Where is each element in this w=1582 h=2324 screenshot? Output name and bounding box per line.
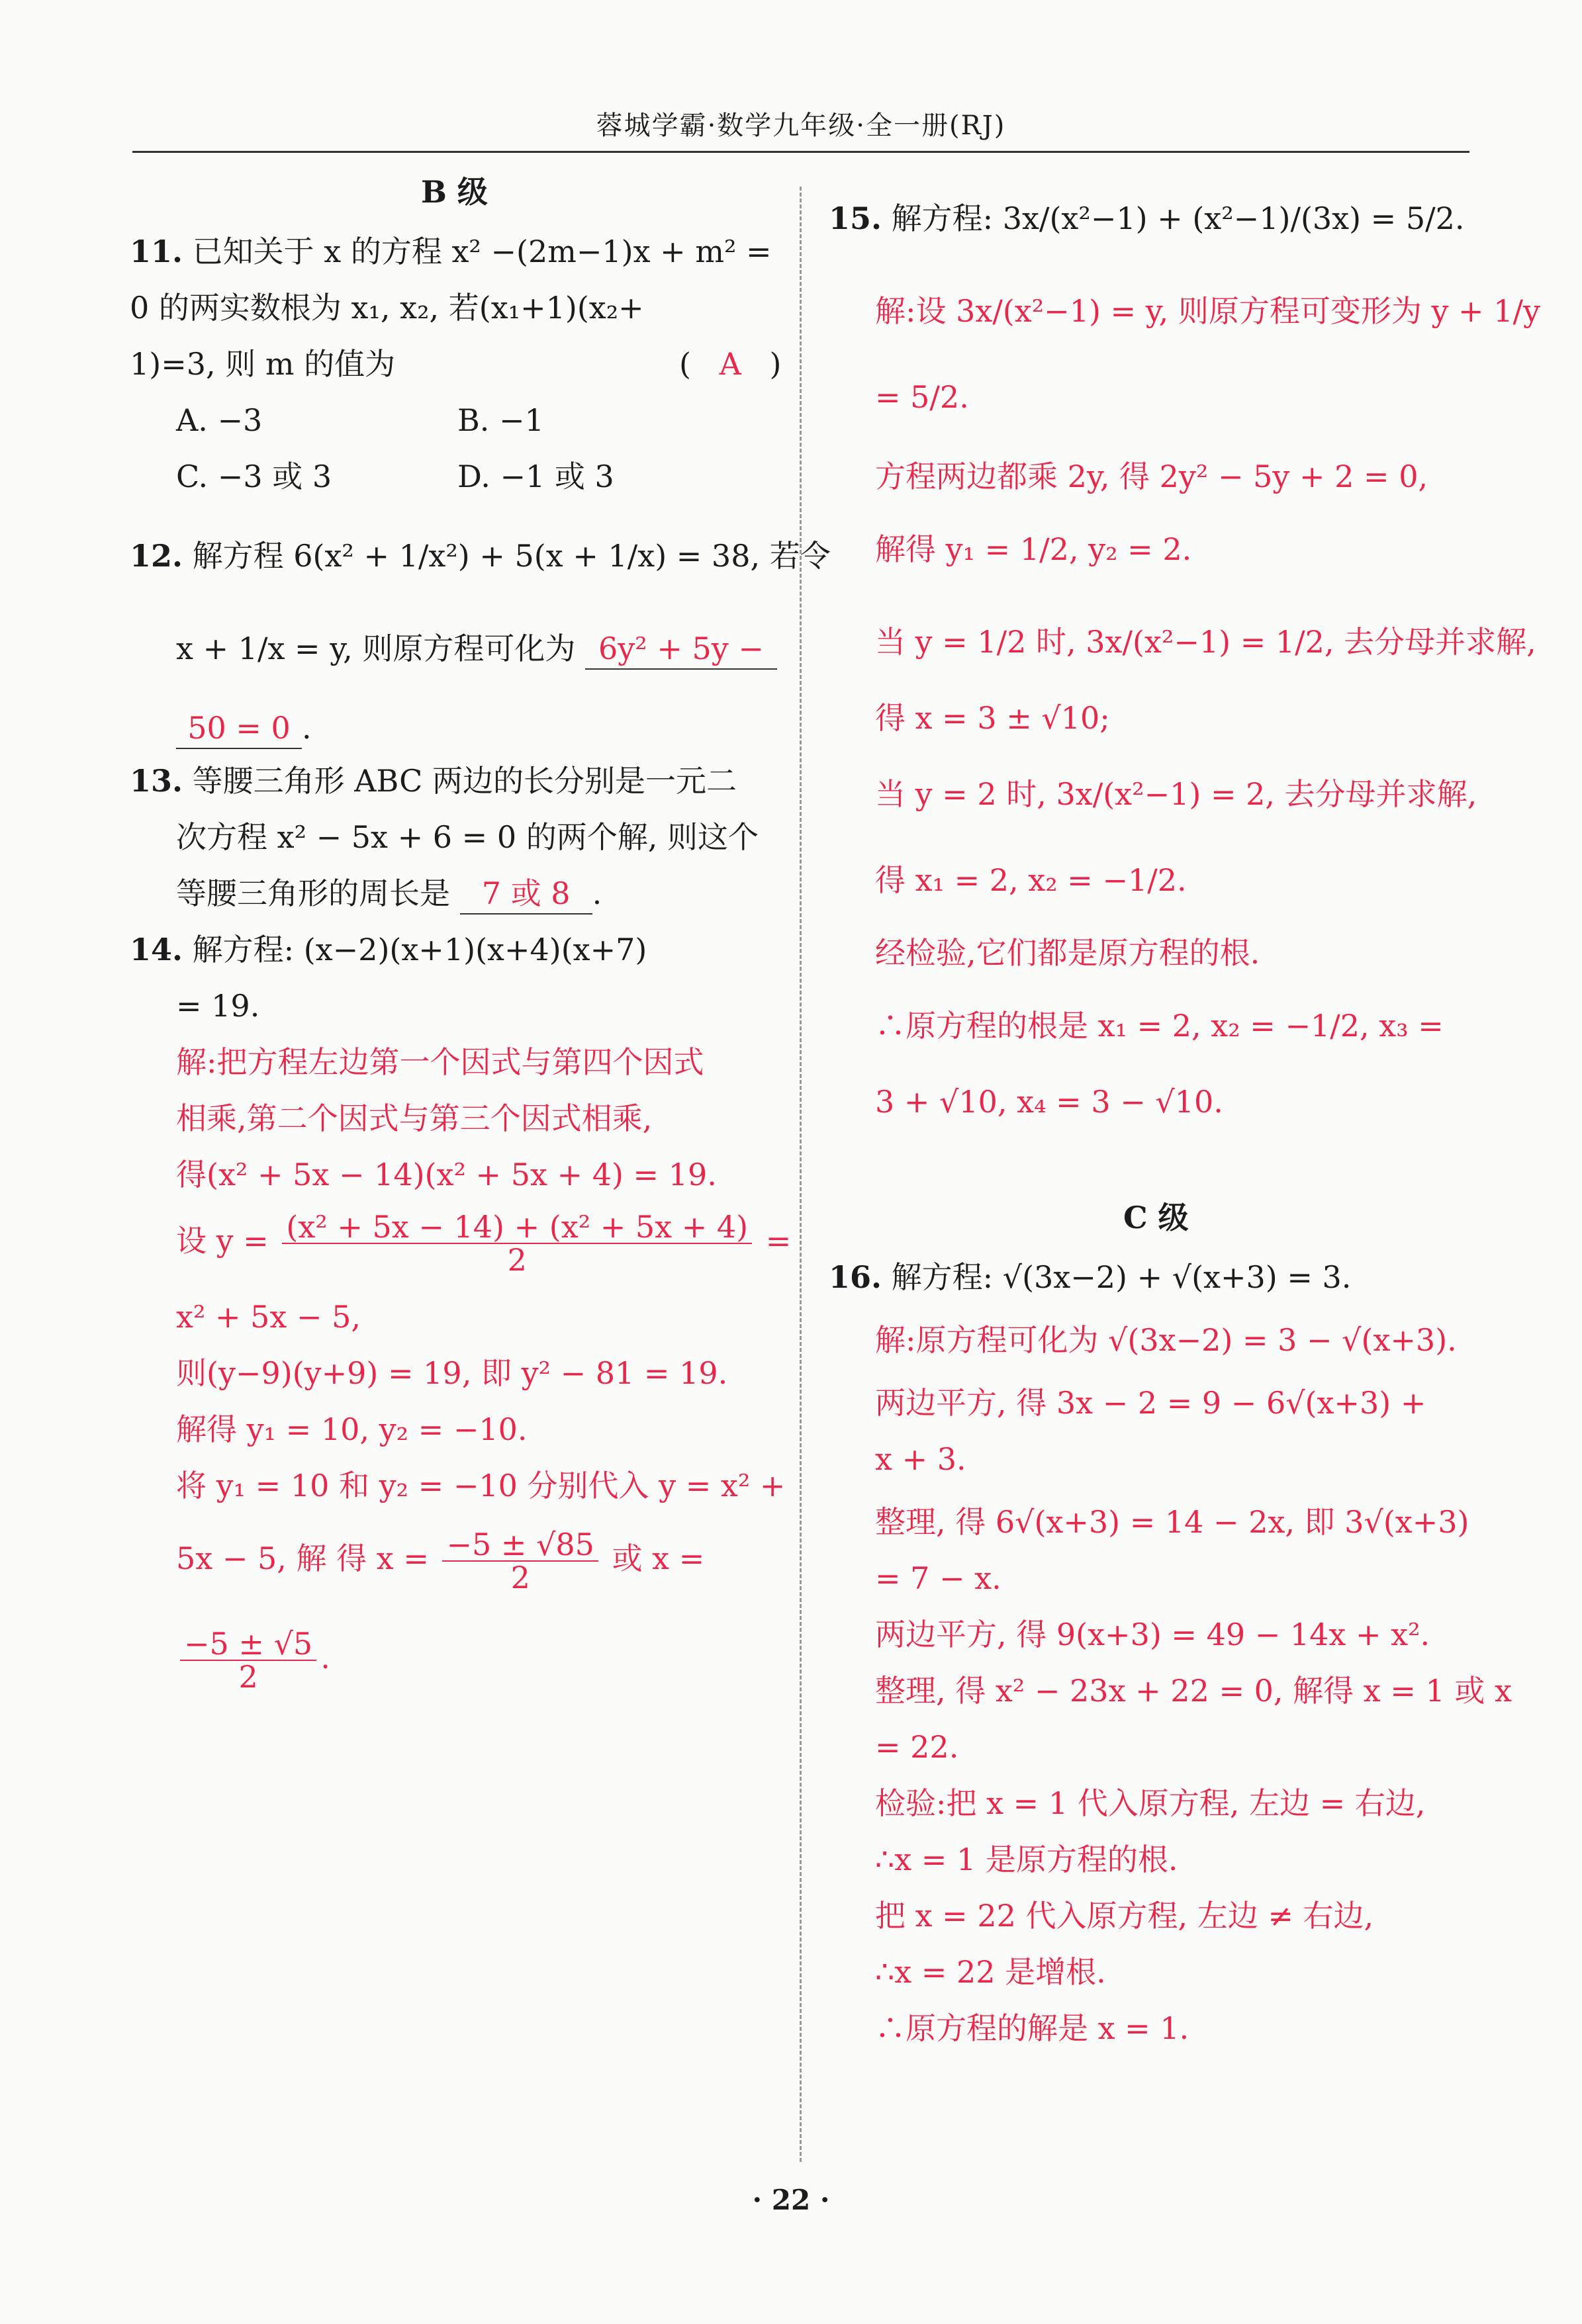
- q15-line1: [829, 199, 1464, 238]
- q14-text1: 解方程: (x−2)(x+1)(x+4)(x+7): [192, 932, 647, 967]
- q16-sol3: x + 3.: [875, 1441, 966, 1477]
- q14-number: 14.: [130, 932, 183, 967]
- q13-end: .: [592, 875, 602, 911]
- q14-line1: [130, 930, 647, 969]
- q12-line1: [130, 536, 831, 576]
- q12-line3: [130, 708, 312, 749]
- q14-sol9-fraction: [442, 1529, 598, 1593]
- q11-line2: 0 的两实数根为 x₁, x₂, 若(x₁+1)(x₂+: [130, 290, 644, 326]
- q14-sol10-denominator: 2: [238, 1659, 258, 1695]
- q14-sol6: 则(y−9)(y+9) = 19, 即 y² − 81 = 19.: [176, 1355, 728, 1391]
- q15-sol1: 解:设 3x/(x²−1) = y, 则原方程可变形为 y + 1/y: [875, 293, 1540, 329]
- q13-line1: [130, 761, 737, 801]
- q14-sol3: 得(x² + 5x − 14)(x² + 5x + 4) = 19.: [176, 1157, 717, 1192]
- q16-sol10: ∴x = 1 是原方程的根.: [875, 1842, 1178, 1877]
- q14-sol8: 将 y₁ = 10 和 y₂ = −10 分别代入 y = x² +: [176, 1468, 786, 1503]
- q11-option-a: A. −3: [176, 402, 263, 438]
- q15-sol7: 当 y = 2 时, 3x/(x²−1) = 2, 去分母并求解,: [875, 776, 1477, 812]
- q15-sol11: 3 + √10, x₄ = 3 − √10.: [875, 1084, 1223, 1120]
- level-c-heading: C 级: [1123, 1200, 1189, 1235]
- q12-text2: x + 1/x = y, 则原方程可化为: [176, 631, 576, 666]
- q16-sol5: = 7 − x.: [875, 1560, 1001, 1596]
- q16-sol11: 把 x = 22 代入原方程, 左边 ≠ 右边,: [875, 1898, 1374, 1934]
- q13-text1: 等腰三角形 ABC 两边的长分别是一元二: [192, 763, 737, 799]
- q11-paren-open: (: [679, 346, 691, 382]
- q14-sol10: [176, 1628, 330, 1693]
- q16-number: 16.: [829, 1259, 882, 1295]
- q11-text3: 1)=3, 则 m 的值为: [130, 346, 396, 382]
- q11-option-b: B. −1: [457, 402, 544, 438]
- page-number: · 22 ·: [752, 2184, 830, 2216]
- q15-sol4: 解得 y₁ = 1/2, y₂ = 2.: [875, 531, 1192, 567]
- q14-sol9-prefix: 5x − 5, 解 得 x =: [176, 1541, 429, 1576]
- q14-sol10-end: .: [320, 1640, 330, 1676]
- q15-sol2: = 5/2.: [875, 379, 969, 415]
- q14-sol5: x² + 5x − 5,: [176, 1299, 361, 1335]
- q15-sol6: 得 x = 3 ± √10;: [875, 700, 1110, 736]
- q13-number: 13.: [130, 763, 183, 799]
- q14-sol9-denominator: 2: [510, 1560, 530, 1595]
- q14-sol4-numerator: (x² + 5x − 14) + (x² + 5x + 4): [282, 1211, 752, 1244]
- q14-sol4-suffix: =: [765, 1223, 792, 1259]
- q15-text1: 解方程: 3x/(x²−1) + (x²−1)/(3x) = 5/2.: [891, 201, 1465, 236]
- q14-sol4-fraction: [282, 1211, 752, 1276]
- q16-sol6: 两边平方, 得 9(x+3) = 49 − 14x + x².: [875, 1617, 1430, 1652]
- q12-answer-part1: 6y² + 5y −: [585, 629, 777, 670]
- level-b-heading: B 级: [421, 174, 488, 210]
- q13-text3: 等腰三角形的周长是: [176, 875, 450, 911]
- q11-option-c: C. −3 或 3: [176, 459, 332, 494]
- q14-sol4-denominator: 2: [507, 1242, 527, 1278]
- q12-text1: 解方程 6(x² + 1/x²) + 5(x + 1/x) = 38, 若令: [192, 538, 831, 574]
- q14-sol1: 解:把方程左边第一个因式与第四个因式: [176, 1044, 704, 1080]
- q15-sol8: 得 x₁ = 2, x₂ = −1/2.: [875, 862, 1187, 898]
- header-rule: [132, 151, 1469, 153]
- q16-sol13: ∴原方程的解是 x = 1.: [875, 2010, 1189, 2046]
- q13-line3: [176, 873, 602, 915]
- q14-sol10-fraction: [180, 1628, 316, 1693]
- q15-sol9: 经检验,它们都是原方程的根.: [875, 935, 1260, 971]
- q16-sol2: 两边平方, 得 3x − 2 = 9 − 6√(x+3) +: [875, 1385, 1426, 1421]
- q15-sol5: 当 y = 1/2 时, 3x/(x²−1) = 1/2, 去分母并求解,: [875, 624, 1536, 660]
- q14-sol9-numerator: −5 ± √85: [442, 1529, 598, 1562]
- q16-sol12: ∴x = 22 是增根.: [875, 1954, 1106, 1990]
- q16-sol4: 整理, 得 6√(x+3) = 14 − 2x, 即 3√(x+3): [875, 1504, 1469, 1540]
- q15-sol10: ∴原方程的根是 x₁ = 2, x₂ = −1/2, x₃ =: [875, 1008, 1444, 1044]
- q14-sol9: [176, 1529, 704, 1593]
- q14-line2: = 19.: [176, 988, 260, 1024]
- q11-option-d: D. −1 或 3: [457, 459, 614, 494]
- q14-sol10-numerator: −5 ± √5: [180, 1628, 316, 1661]
- q16-sol7: 整理, 得 x² − 23x + 22 = 0, 解得 x = 1 或 x: [875, 1673, 1512, 1709]
- q12-line2: [130, 629, 777, 670]
- q11-line3: [130, 344, 782, 384]
- q13-answer: 7 或 8: [460, 873, 592, 915]
- q11-paren-close: ): [769, 346, 782, 382]
- q14-sol9-suffix: 或 x =: [612, 1541, 705, 1576]
- q15-number: 15.: [829, 201, 882, 236]
- q12-number: 12.: [130, 538, 183, 574]
- q11-line1: [130, 232, 772, 271]
- q14-sol4: [176, 1211, 791, 1276]
- q15-sol3: 方程两边都乘 2y, 得 2y² − 5y + 2 = 0,: [875, 459, 1428, 494]
- column-divider: [800, 187, 802, 2162]
- q16-sol1: 解:原方程可化为 √(3x−2) = 3 − √(x+3).: [875, 1322, 1457, 1358]
- q14-sol2: 相乘,第二个因式与第三个因式相乘,: [176, 1100, 653, 1136]
- q16-line1: [829, 1257, 1351, 1297]
- q16-sol9: 检验:把 x = 1 代入原方程, 左边 = 右边,: [875, 1785, 1426, 1821]
- q14-sol4-prefix: 设 y =: [176, 1223, 269, 1259]
- q11-text1: 已知关于 x 的方程 x² −(2m−1)x + m² =: [192, 234, 772, 269]
- q16-text1: 解方程: √(3x−2) + √(x+3) = 3.: [891, 1259, 1352, 1295]
- q11-answer: A: [719, 346, 741, 382]
- q11-answer-bracket: [679, 344, 781, 384]
- q14-sol7: 解得 y₁ = 10, y₂ = −10.: [176, 1411, 528, 1447]
- q11-number: 11.: [130, 234, 183, 269]
- q12-end: .: [302, 710, 312, 746]
- q12-answer-part2: 50 = 0: [176, 708, 302, 749]
- q13-line2: 次方程 x² − 5x + 6 = 0 的两个解, 则这个: [176, 819, 759, 855]
- q16-sol8: = 22.: [875, 1729, 959, 1765]
- page-header: 蓉城学霸·数学九年级·全一册(RJ): [596, 111, 1006, 141]
